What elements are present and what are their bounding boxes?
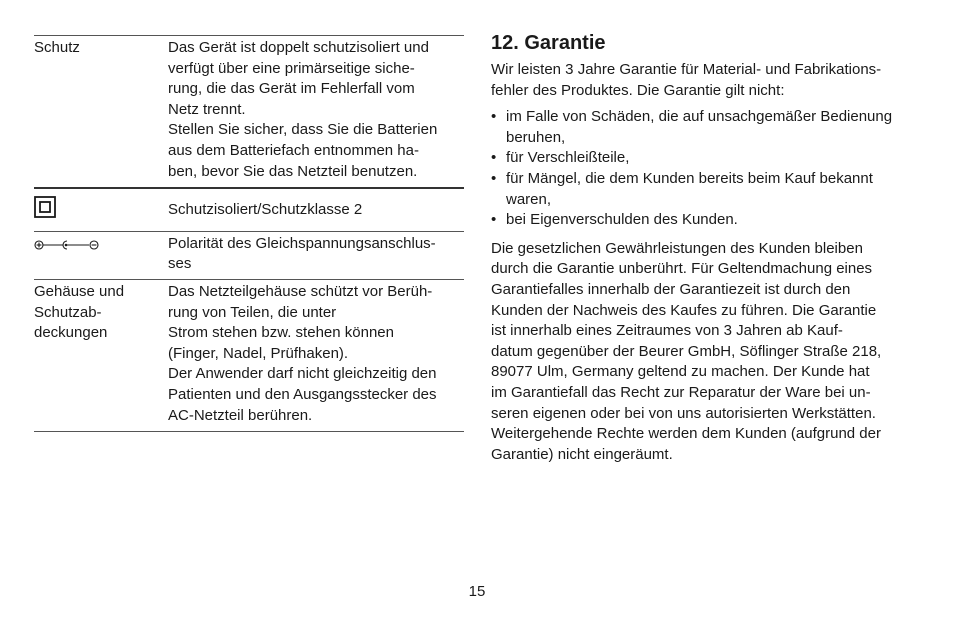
- list-item: [491, 210, 931, 231]
- text-line: im Garantiefall das Recht zur Reparatur der Ware bei un-: [491, 383, 871, 401]
- text-line: ben, bevor Sie das Netzteil benutzen.: [168, 162, 418, 180]
- text-line: Strom stehen bzw. stehen können: [168, 324, 394, 342]
- table-row-housing: [34, 280, 464, 432]
- double-insulation-icon: [34, 196, 56, 225]
- text-line: Kunden der Nachweis des Kaufes zu führen. Die Garantie: [491, 301, 877, 319]
- row-label: [34, 282, 168, 426]
- row-symbol: [34, 196, 168, 225]
- text-line: im Falle von Schäden, die auf unsachgemäßer Bedienung: [506, 108, 893, 126]
- text-line: fehler des Produktes. Die Garantie gilt nicht:: [491, 81, 785, 99]
- text-line: Garantie) nicht eingeräumt.: [491, 445, 673, 463]
- row-description: [168, 282, 464, 426]
- bullet-icon: •: [491, 211, 497, 229]
- row-description: [168, 200, 464, 221]
- text-line: Garantiefalles innerhalb der Garantiezeit ist durch den: [491, 280, 851, 298]
- list-item-text: [506, 107, 892, 148]
- text-line: durch die Garantie unberührt. Für Geltendmachung eines: [491, 260, 873, 278]
- polarity-icon: [34, 238, 100, 259]
- bullet-icon: •: [491, 108, 497, 126]
- label-line: deckungen: [34, 324, 108, 342]
- text-line: beruhen,: [506, 128, 566, 146]
- text-line: Schutzisoliert/Schutzklasse 2: [168, 201, 363, 219]
- text-line: Weitergehende Rechte werden dem Kunden (aufgrund der: [491, 425, 881, 443]
- text-line: Das Gerät ist doppelt schutzisoliert und: [168, 39, 429, 56]
- body-paragraph: [491, 239, 931, 466]
- label-line: Schutz: [34, 39, 80, 56]
- warranty-section: [491, 31, 931, 465]
- text-line: AC-Netzteil berühren.: [168, 406, 313, 424]
- list-item-text: [506, 210, 738, 231]
- text-line: ist innerhalb eines Zeitraumes von 3 Jahren ab Kauf-: [491, 322, 843, 340]
- text-line: seren eigenen oder bei von uns autorisierten Werkstätten.: [491, 404, 876, 422]
- page-number: 15: [468, 583, 486, 600]
- text-line: rung, die das Gerät im Fehlerfall vom: [168, 80, 415, 98]
- text-line: 89077 Ulm, Germany geltend zu machen. Der Kunde hat: [491, 363, 870, 381]
- text-line: Wir leisten 3 Jahre Garantie für Material- und Fabrikations-: [491, 61, 882, 78]
- list-item-text: [506, 148, 629, 169]
- list-item: [491, 107, 931, 148]
- text-line: Das Netzteilgehäuse schützt vor Berüh-: [168, 282, 433, 300]
- text-line: Stellen Sie sicher, dass Sie die Batterien: [168, 121, 438, 139]
- text-line: waren,: [506, 190, 552, 208]
- text-line: rung von Teilen, die unter: [168, 303, 337, 321]
- row-label: [34, 38, 168, 182]
- text-line: aus dem Batteriefach entnommen ha-: [168, 141, 419, 159]
- list-item: [491, 169, 931, 210]
- text-line: verfügt über eine primärseitige siche-: [168, 59, 415, 77]
- row-symbol: [34, 234, 168, 275]
- list-item-text: [506, 169, 873, 210]
- spec-table: [34, 35, 464, 432]
- intro-paragraph: [491, 60, 931, 101]
- text-line: Der Anwender darf nicht gleichzeitig den: [168, 365, 437, 383]
- text-line: ses: [168, 255, 192, 273]
- table-row-polarity: [34, 232, 464, 280]
- text-line: Polarität des Gleichspannungsanschlus-: [168, 234, 436, 252]
- table-row-protection-class: [34, 189, 464, 232]
- list-item: [491, 148, 931, 169]
- label-line: Gehäuse und: [34, 282, 125, 300]
- text-line: Die gesetzlichen Gewährleistungen des Kunden bleiben: [491, 239, 863, 257]
- label-line: Schutzab-: [34, 303, 102, 321]
- text-line: für Verschleißteile,: [506, 149, 630, 167]
- bullet-icon: •: [491, 149, 497, 167]
- row-description: [168, 38, 464, 182]
- text-line: datum gegenüber der Beurer GmbH, Söflinger Straße 218,: [491, 342, 882, 360]
- exclusion-list: [491, 107, 931, 231]
- row-description: [168, 234, 464, 275]
- table-row-schutz: [34, 36, 464, 189]
- section-heading: 12. Garantie: [491, 32, 606, 54]
- text-line: (Finger, Nadel, Prüfhaken).: [168, 344, 349, 362]
- text-line: Patienten und den Ausgangsstecker des: [168, 385, 437, 403]
- bullet-icon: •: [491, 169, 497, 187]
- text-line: für Mängel, die dem Kunden bereits beim Kauf bekannt: [506, 169, 873, 187]
- text-line: bei Eigenverschulden des Kunden.: [506, 211, 738, 229]
- text-line: Netz trennt.: [168, 100, 246, 118]
